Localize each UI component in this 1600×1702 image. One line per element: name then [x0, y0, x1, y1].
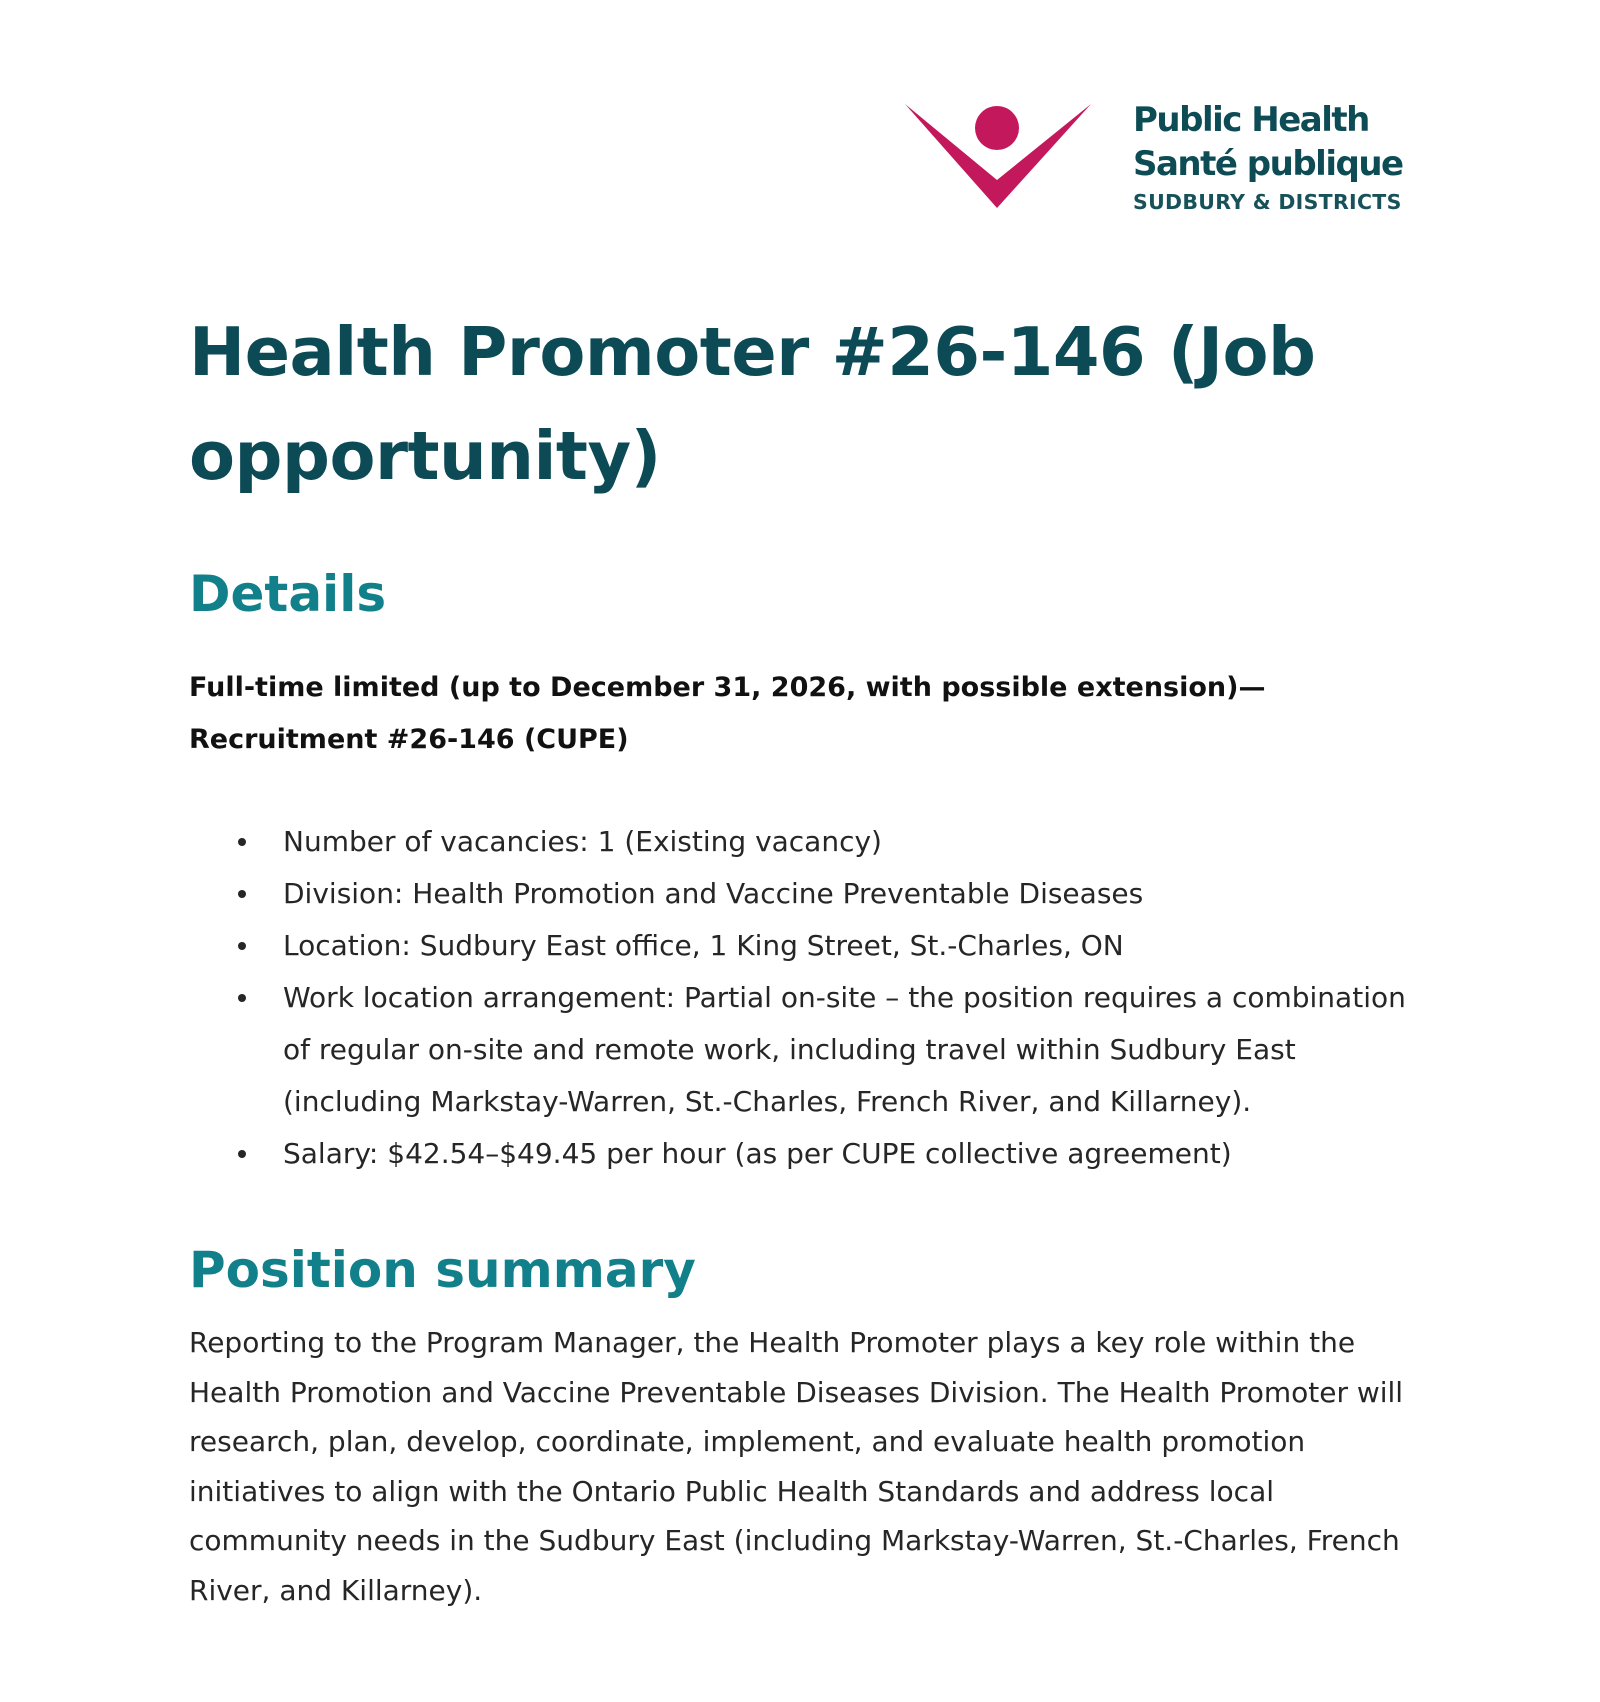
- list-item-text: Division: Health Promotion and Vaccine Preventable Diseases: [283, 877, 1144, 910]
- list-item-text: Location: Sudbury East office, 1 King Street, St.-Charles, ON: [283, 929, 1124, 962]
- list-item-text: Work location arrangement: Partial on-site – the position requires a combination of regular on-site and remote work, including travel within Sudbury East (including Markstay-Warren, St.-Charles, French River, and Killarney).: [283, 981, 1406, 1118]
- subheading-line-1: Full-time limited (up to December 31, 2026, with possible extension)—: [189, 672, 1266, 703]
- logo-wordmark: [1133, 98, 1405, 218]
- position-summary-paragraph: Reporting to the Program Manager, the Health Promoter plays a key role within the Health Promotion and Vaccine Preventable Diseases Division. The Health Promoter will research, plan, develop, coordinate, implement, and evaluate health promotion initiatives to align with the Ontario Public Health Standards and address local community needs in the Sudbury East (including Markstay-Warren, St.-Charles, French River, and Killarney).: [189, 1326, 1404, 1607]
- bullet-icon: [238, 890, 246, 898]
- bullet-icon: [238, 942, 246, 950]
- logo-line-region: SUDBURY & DISTRICTS: [1133, 190, 1402, 214]
- bullet-icon: [238, 994, 246, 1002]
- list-item: [189, 868, 1419, 920]
- details-list: [189, 816, 1419, 1180]
- position-summary-heading: Position summary: [189, 1241, 696, 1299]
- organization-logo: [905, 98, 1405, 223]
- bullet-icon: [238, 1150, 246, 1158]
- list-item: [189, 816, 1419, 868]
- details-heading: Details: [189, 565, 387, 623]
- bullet-icon: [238, 838, 246, 846]
- employment-type-subheading: [189, 662, 1419, 766]
- list-item: [189, 1128, 1419, 1180]
- logo-line-english: Public Health: [1133, 100, 1369, 140]
- list-item-text: Salary: $42.54–$49.45 per hour (as per CUPE collective agreement): [283, 1137, 1232, 1170]
- subheading-line-2: Recruitment #26-146 (CUPE): [189, 724, 629, 755]
- list-item: [189, 972, 1419, 1128]
- list-item-text: Number of vacancies: 1 (Existing vacancy): [283, 825, 882, 858]
- document-content: [189, 300, 1419, 1615]
- list-item: [189, 920, 1419, 972]
- page-title: Health Promoter #26-146 (Job opportunity): [189, 313, 1316, 495]
- person-chevron-logo-icon: [905, 104, 1091, 212]
- logo-line-french: Santé publique: [1133, 144, 1403, 184]
